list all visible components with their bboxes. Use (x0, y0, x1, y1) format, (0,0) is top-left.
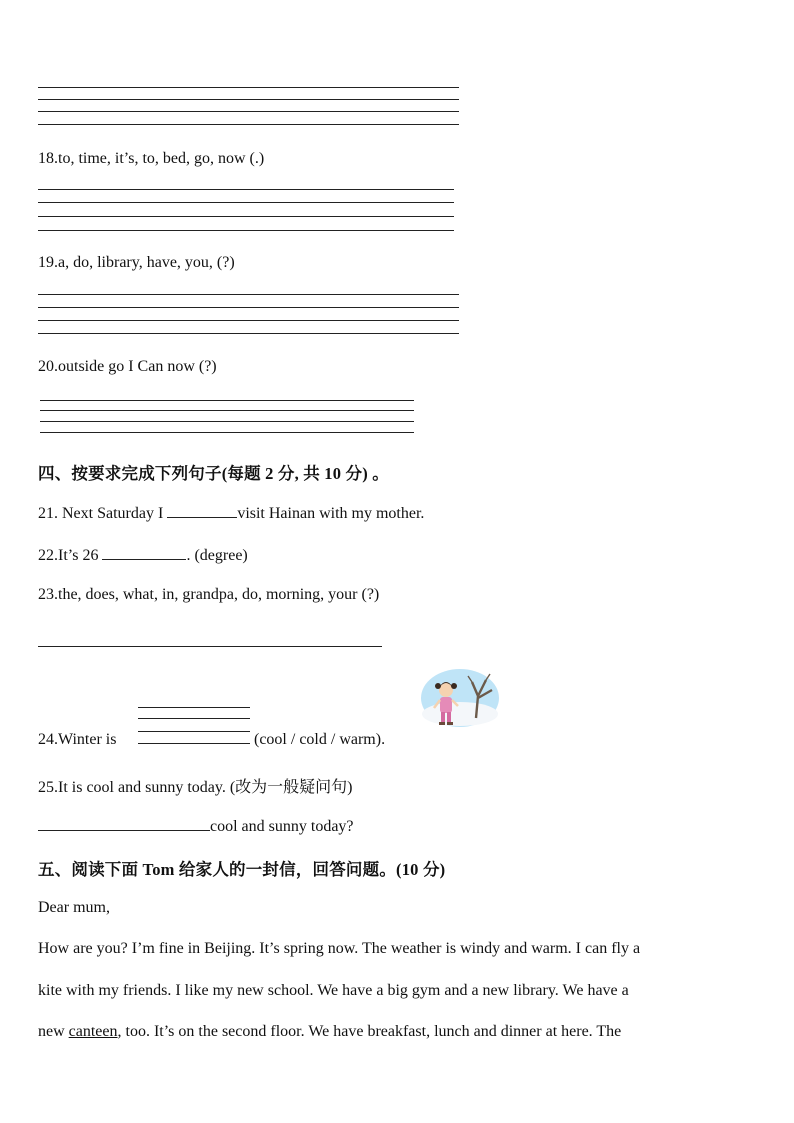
question-20: 20.outside go I Can now (?) (38, 358, 217, 375)
letter-greeting: Dear mum, (38, 899, 110, 916)
answer-line[interactable] (38, 294, 459, 295)
answer-line[interactable] (38, 202, 454, 203)
question-21-before: 21. Next Saturday I (38, 505, 168, 522)
letter-line: kite with my friends. I like my new school. We have a big gym and a new library. We have a (38, 982, 629, 999)
answer-line[interactable] (38, 87, 459, 88)
fill-blank[interactable] (167, 503, 237, 518)
fill-blank[interactable] (102, 545, 186, 560)
answer-line[interactable] (38, 307, 459, 308)
answer-line[interactable] (38, 111, 459, 112)
answer-line[interactable] (138, 743, 250, 744)
question-24-after: (cool / cold / warm). (254, 731, 386, 748)
answer-line[interactable] (38, 230, 454, 231)
question-21 (38, 503, 424, 523)
question-18: 18.to, time, it’s, to, bed, go, now (.) (38, 150, 265, 167)
letter-line3-after: , too. It’s on the second floor. We have breakfast, lunch and dinner at here. The (117, 1023, 622, 1040)
question-21-after: visit Hainan with my mother. (237, 505, 425, 522)
answer-line[interactable] (40, 400, 414, 401)
girl-tree-illustration (420, 668, 500, 738)
answer-line[interactable] (38, 189, 454, 190)
answer-line[interactable] (38, 216, 454, 217)
section-4-heading: 四、按要求完成下列句子(每题 2 分, 共 10 分) 。 (38, 464, 389, 483)
answer-line[interactable] (138, 707, 250, 708)
answer-line[interactable] (38, 333, 459, 334)
question-23: 23.the, does, what, in, grandpa, do, morning, your (?) (38, 586, 380, 603)
question-25-answer-after: cool and sunny today? (210, 818, 354, 835)
answer-line[interactable] (40, 432, 414, 433)
question-19: 19.a, do, library, have, you, (?) (38, 254, 235, 271)
fill-blank[interactable] (38, 816, 210, 831)
letter-line (38, 1023, 621, 1041)
answer-line[interactable] (38, 646, 382, 647)
answer-line[interactable] (138, 731, 250, 732)
letter-line: How are you? I’m fine in Beijing. It’s spring now. The weather is windy and warm. I can fly a (38, 940, 641, 957)
question-25-answer (38, 816, 354, 836)
section-5-heading: 五、阅读下面 Tom 给家人的一封信，回答问题。(10 分) (38, 860, 446, 879)
question-25: 25.It is cool and sunny today. (改为一般疑问句) (38, 779, 353, 796)
answer-line[interactable] (40, 410, 414, 411)
answer-line[interactable] (40, 421, 414, 422)
question-24-before: 24.Winter is (38, 731, 117, 748)
question-22 (38, 545, 248, 565)
underlined-word: canteen (68, 1023, 118, 1040)
letter-line3-before: new (38, 1023, 69, 1040)
answer-line[interactable] (38, 320, 459, 321)
answer-line[interactable] (138, 718, 250, 719)
answer-line[interactable] (38, 99, 459, 100)
answer-line[interactable] (38, 124, 459, 125)
question-22-before: 22.It’s 26 (38, 547, 103, 564)
question-22-after: . (degree) (186, 547, 248, 564)
